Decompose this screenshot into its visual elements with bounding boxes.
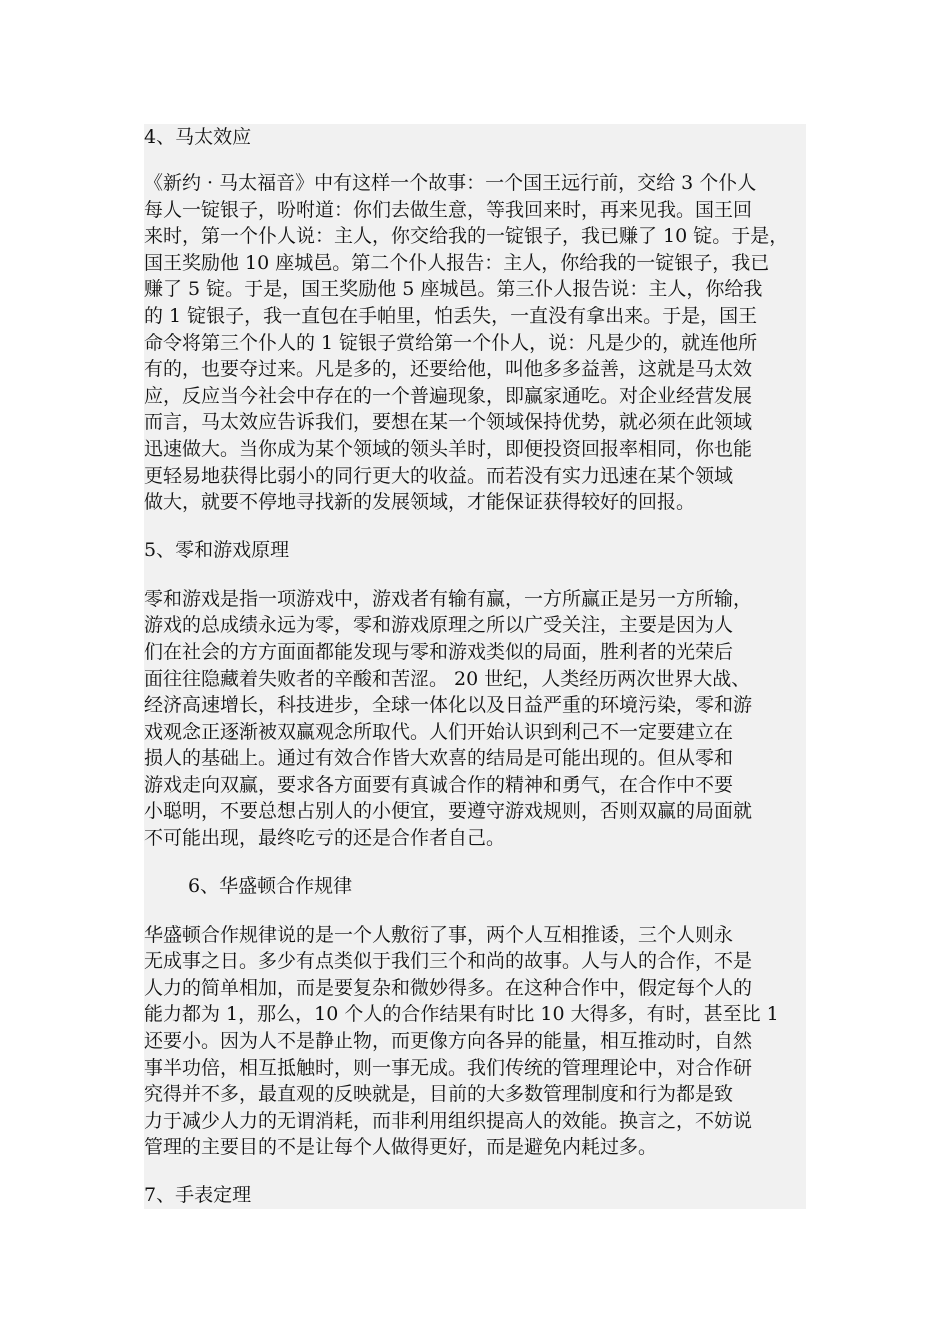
text-line: 们在社会的方方面面都能发现与零和游戏类似的局面，胜利者的光荣后 [144, 640, 734, 663]
text-line: 迅速做大。当你成为某个领域的领头羊时，即便投资回报率相同，你也能 [144, 437, 753, 460]
text-line: 命令将第三个仆人的 1 锭银子赏给第一个仆人，说：凡是少的，就连他所 [144, 331, 758, 354]
text-line: 而言，马太效应告诉我们，要想在某一个领域保持优势，就必须在此领域 [144, 411, 753, 434]
text-line: 来时，第一个仆人说：主人，你交给我的一锭银子，我已赚了 10 锭。于是， [144, 225, 789, 248]
section-heading-matthew-effect: 4、马太效应 [144, 126, 252, 148]
text-line: 华盛顿合作规律说的是一个人敷衍了事，两个人互相推诿，三个人则永 [144, 923, 734, 946]
text-line: 无成事之日。多少有点类似于我们三个和尚的故事。人与人的合作，不是 [144, 950, 753, 973]
text-line: 戏观念正逐渐被双赢观念所取代。人们开始认识到利己不一定要建立在 [144, 720, 734, 743]
text-line: 力于减少人力的无谓消耗，而非利用组织提高人的效能。换言之，不妨说 [144, 1109, 753, 1132]
document-text-block [144, 124, 806, 1209]
text-line: 应，反应当今社会中存在的一个普遍现象，即赢家通吃。对企业经营发展 [144, 384, 753, 407]
text-line: 《新约 · 马太福音》中有这样一个故事：一个国王远行前，交给 3 个仆人 [144, 172, 757, 194]
section-heading-watch-theorem: 7、手表定理 [144, 1184, 252, 1206]
section-heading-zero-sum-game: 5、零和游戏原理 [144, 538, 290, 561]
text-line: 还要小。因为人不是静止物，而更像方向各异的能量，相互推动时，自然 [144, 1030, 753, 1053]
text-line: 国王奖励他 10 座城邑。第二个仆人报告：主人，你给我的一锭银子，我已 [144, 251, 770, 274]
text-line: 赚了 5 锭。于是，国王奖励他 5 座城邑。第三仆人报告说：主人，你给我 [144, 278, 763, 301]
text-line: 面往往隐藏着失败者的辛酸和苦涩。 20 世纪，人类经历两次世界大战、 [144, 667, 751, 690]
text-line: 有的，也要夺过来。凡是多的，还要给他，叫他多多益善，这就是马太效 [144, 358, 753, 381]
text-line: 不可能出现，最终吃亏的还是合作者自己。 [144, 827, 506, 850]
text-line: 能力都为 1，那么，10 个人的合作结果有时比 10 大得多，有时，甚至比 1 [144, 1003, 779, 1026]
text-line: 小聪明，不要总想占别人的小便宜，要遵守游戏规则，否则双赢的局面就 [144, 800, 753, 823]
text-line: 游戏的总成绩永远为零，零和游戏原理之所以广受关注，主要是因为人 [144, 614, 734, 637]
section-body-matthew-effect [144, 170, 806, 516]
text-line: 零和游戏是指一项游戏中，游戏者有输有赢，一方所赢正是另一方所输， [144, 587, 753, 610]
section-heading-washington-cooperation: 6、华盛顿合作规律 [188, 874, 353, 897]
section-body-zero-sum-game [144, 586, 806, 852]
text-line: 每人一锭银子，吩咐道：你们去做生意，等我回来时，再来见我。国王回 [144, 198, 753, 221]
section-body-washington-cooperation [144, 922, 806, 1161]
text-line: 的 1 锭银子，我一直包在手帕里，怕丢失，一直没有拿出来。于是，国王 [144, 304, 758, 327]
text-line: 经济高速增长，科技进步，全球一体化以及日益严重的环境污染，零和游 [144, 694, 753, 717]
text-line: 究得并不多，最直观的反映就是，目前的大多数管理制度和行为都是致 [144, 1083, 734, 1106]
text-line: 事半功倍，相互抵触时，则一事无成。我们传统的管理理论中，对合作研 [144, 1056, 753, 1079]
text-line: 管理的主要目的不是让每个人做得更好，而是避免内耗过多。 [144, 1136, 658, 1159]
text-line: 做大，就要不停地寻找新的发展领域，才能保证获得较好的回报。 [144, 491, 696, 514]
text-line: 游戏走向双赢，要求各方面要有真诚合作的精神和勇气，在合作中不要 [144, 773, 734, 796]
text-line: 更轻易地获得比弱小的同行更大的收益。而若没有实力迅速在某个领域 [144, 464, 734, 487]
text-line: 人力的简单相加，而是要复杂和微妙得多。在这种合作中，假定每个人的 [144, 976, 753, 999]
text-line: 损人的基础上。通过有效合作皆大欢喜的结局是可能出现的。但从零和 [144, 747, 734, 770]
